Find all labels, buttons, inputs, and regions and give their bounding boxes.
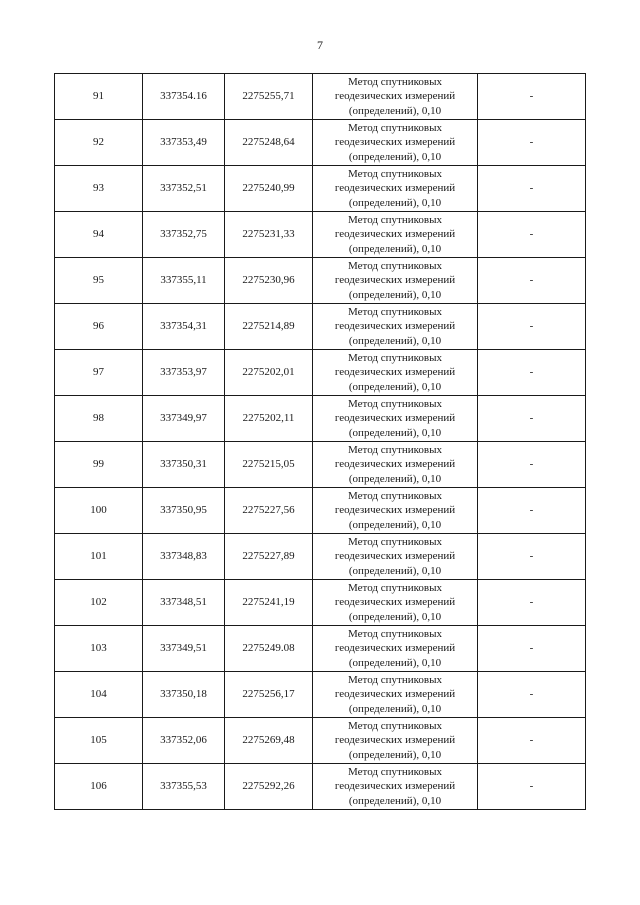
- method-line-1: Метод спутниковых: [348, 305, 442, 318]
- coordinates-table: [54, 73, 586, 810]
- method-line-1: Метод спутниковых: [348, 167, 442, 180]
- method-line-1: Метод спутниковых: [348, 121, 442, 134]
- x-coordinate-cell: 337349,97: [143, 396, 225, 442]
- y-coordinate-cell: 2275256,17: [225, 672, 313, 718]
- point-number-cell: 95: [55, 258, 143, 304]
- method-line-1: Метод спутниковых: [348, 535, 442, 548]
- method-line-2: геодезических измерений: [334, 550, 456, 563]
- table-row: [55, 304, 586, 350]
- x-coordinate-cell: 337350,31: [143, 442, 225, 488]
- y-coordinate-cell: 2275202,01: [225, 350, 313, 396]
- method-cell: [313, 764, 478, 810]
- y-coordinate-cell: 2275241,19: [225, 580, 313, 626]
- x-coordinate-cell: 337352,75: [143, 212, 225, 258]
- method-line-2: геодезических измерений: [334, 412, 456, 425]
- method-line-3: (определений), 0,10: [348, 288, 442, 301]
- method-line-2: геодезических измерений: [334, 228, 456, 241]
- point-number-cell: 96: [55, 304, 143, 350]
- method-line-3: (определений), 0,10: [348, 610, 442, 623]
- method-line-3: (определений), 0,10: [348, 334, 442, 347]
- x-coordinate-cell: 337355,11: [143, 258, 225, 304]
- method-line-2: геодезических измерений: [334, 90, 456, 103]
- method-line-1: Метод спутниковых: [348, 489, 442, 502]
- point-number-cell: 100: [55, 488, 143, 534]
- table-row: [55, 580, 586, 626]
- x-coordinate-cell: 337350,95: [143, 488, 225, 534]
- point-number-cell: 102: [55, 580, 143, 626]
- note-cell: -: [478, 672, 586, 718]
- note-cell: -: [478, 74, 586, 120]
- method-cell: [313, 258, 478, 304]
- method-line-2: геодезических измерений: [334, 504, 456, 517]
- point-number-cell: 97: [55, 350, 143, 396]
- x-coordinate-cell: 337354,31: [143, 304, 225, 350]
- method-cell: [313, 534, 478, 580]
- method-cell: [313, 396, 478, 442]
- method-line-1: Метод спутниковых: [348, 765, 442, 778]
- point-number-cell: 99: [55, 442, 143, 488]
- method-line-2: геодезических измерений: [334, 780, 456, 793]
- method-line-3: (определений), 0,10: [348, 196, 442, 209]
- note-cell: -: [478, 718, 586, 764]
- point-number-cell: 92: [55, 120, 143, 166]
- method-line-1: Метод спутниковых: [348, 443, 442, 456]
- method-cell: [313, 166, 478, 212]
- point-number-cell: 94: [55, 212, 143, 258]
- method-line-2: геодезических измерений: [334, 734, 456, 747]
- point-number-cell: 105: [55, 718, 143, 764]
- method-line-3: (определений), 0,10: [348, 656, 442, 669]
- method-line-2: геодезических измерений: [334, 688, 456, 701]
- method-line-2: геодезических измерений: [334, 274, 456, 287]
- method-line-1: Метод спутниковых: [348, 581, 442, 594]
- method-line-1: Метод спутниковых: [348, 351, 442, 364]
- y-coordinate-cell: 2275227,89: [225, 534, 313, 580]
- point-number-cell: 98: [55, 396, 143, 442]
- method-line-3: (определений), 0,10: [348, 104, 442, 117]
- method-cell: [313, 212, 478, 258]
- x-coordinate-cell: 337355,53: [143, 764, 225, 810]
- note-cell: -: [478, 396, 586, 442]
- method-line-3: (определений), 0,10: [348, 426, 442, 439]
- x-coordinate-cell: 337352,06: [143, 718, 225, 764]
- x-coordinate-cell: 337348,83: [143, 534, 225, 580]
- method-cell: [313, 488, 478, 534]
- note-cell: -: [478, 442, 586, 488]
- method-line-1: Метод спутниковых: [348, 627, 442, 640]
- method-cell: [313, 626, 478, 672]
- y-coordinate-cell: 2275215,05: [225, 442, 313, 488]
- table-row: [55, 396, 586, 442]
- table-row: [55, 212, 586, 258]
- note-cell: -: [478, 258, 586, 304]
- method-line-3: (определений), 0,10: [348, 472, 442, 485]
- table-row: [55, 258, 586, 304]
- note-cell: -: [478, 580, 586, 626]
- method-line-2: геодезических измерений: [334, 320, 456, 333]
- table-row: [55, 350, 586, 396]
- method-line-2: геодезических измерений: [334, 458, 456, 471]
- y-coordinate-cell: 2275255,71: [225, 74, 313, 120]
- point-number-cell: 106: [55, 764, 143, 810]
- table-row: [55, 120, 586, 166]
- method-line-2: геодезических измерений: [334, 182, 456, 195]
- table-row: [55, 74, 586, 120]
- x-coordinate-cell: 337353,49: [143, 120, 225, 166]
- method-line-1: Метод спутниковых: [348, 397, 442, 410]
- method-cell: [313, 580, 478, 626]
- y-coordinate-cell: 2275269,48: [225, 718, 313, 764]
- point-number-cell: 93: [55, 166, 143, 212]
- y-coordinate-cell: 2275227,56: [225, 488, 313, 534]
- note-cell: -: [478, 350, 586, 396]
- point-number-cell: 104: [55, 672, 143, 718]
- method-line-3: (определений), 0,10: [348, 518, 442, 531]
- method-line-2: геодезических измерений: [334, 136, 456, 149]
- y-coordinate-cell: 2275230,96: [225, 258, 313, 304]
- table-row: [55, 442, 586, 488]
- table-row: [55, 488, 586, 534]
- y-coordinate-cell: 2275231,33: [225, 212, 313, 258]
- note-cell: -: [478, 304, 586, 350]
- note-cell: -: [478, 212, 586, 258]
- method-line-3: (определений), 0,10: [348, 794, 442, 807]
- x-coordinate-cell: 337354.16: [143, 74, 225, 120]
- method-line-1: Метод спутниковых: [348, 259, 442, 272]
- method-cell: [313, 442, 478, 488]
- method-cell: [313, 304, 478, 350]
- y-coordinate-cell: 2275202,11: [225, 396, 313, 442]
- page-number: 7: [317, 38, 323, 52]
- table-row: [55, 166, 586, 212]
- method-line-1: Метод спутниковых: [348, 673, 442, 686]
- coordinates-table-body: [55, 74, 586, 810]
- y-coordinate-cell: 2275248,64: [225, 120, 313, 166]
- method-line-3: (определений), 0,10: [348, 380, 442, 393]
- table-row: [55, 534, 586, 580]
- method-cell: [313, 718, 478, 764]
- point-number-cell: 101: [55, 534, 143, 580]
- method-cell: [313, 74, 478, 120]
- method-line-3: (определений), 0,10: [348, 564, 442, 577]
- method-line-1: Метод спутниковых: [348, 75, 442, 88]
- method-line-3: (определений), 0,10: [348, 702, 442, 715]
- table-row: [55, 718, 586, 764]
- method-line-2: геодезических измерений: [334, 596, 456, 609]
- method-line-2: геодезических измерений: [334, 642, 456, 655]
- method-line-3: (определений), 0,10: [348, 748, 442, 761]
- method-line-3: (определений), 0,10: [348, 150, 442, 163]
- x-coordinate-cell: 337352,51: [143, 166, 225, 212]
- note-cell: -: [478, 626, 586, 672]
- point-number-cell: 103: [55, 626, 143, 672]
- table-row: [55, 626, 586, 672]
- note-cell: -: [478, 534, 586, 580]
- point-number-cell: 91: [55, 74, 143, 120]
- method-cell: [313, 350, 478, 396]
- x-coordinate-cell: 337349,51: [143, 626, 225, 672]
- table-row: [55, 672, 586, 718]
- note-cell: -: [478, 488, 586, 534]
- note-cell: -: [478, 764, 586, 810]
- method-line-3: (определений), 0,10: [348, 242, 442, 255]
- y-coordinate-cell: 2275240,99: [225, 166, 313, 212]
- method-line-1: Метод спутниковых: [348, 213, 442, 226]
- method-line-2: геодезических измерений: [334, 366, 456, 379]
- y-coordinate-cell: 2275249.08: [225, 626, 313, 672]
- method-line-1: Метод спутниковых: [348, 719, 442, 732]
- x-coordinate-cell: 337348,51: [143, 580, 225, 626]
- note-cell: -: [478, 120, 586, 166]
- method-cell: [313, 672, 478, 718]
- x-coordinate-cell: 337353,97: [143, 350, 225, 396]
- note-cell: -: [478, 166, 586, 212]
- method-cell: [313, 120, 478, 166]
- y-coordinate-cell: 2275214,89: [225, 304, 313, 350]
- x-coordinate-cell: 337350,18: [143, 672, 225, 718]
- table-row: [55, 764, 586, 810]
- y-coordinate-cell: 2275292,26: [225, 764, 313, 810]
